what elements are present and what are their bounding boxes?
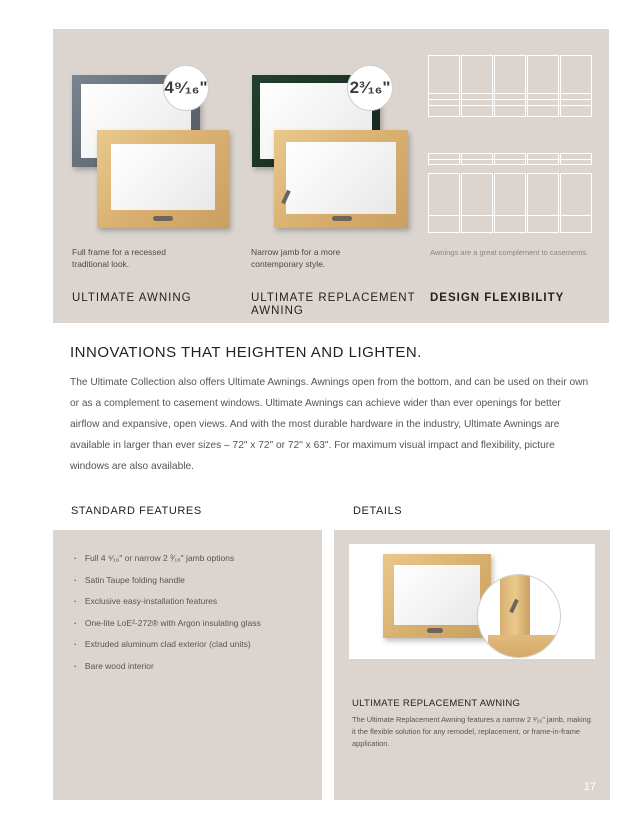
caption-line: Awnings are a great complement to casements.	[430, 248, 589, 257]
replacement-awning-label	[251, 292, 416, 318]
zoom-circle	[477, 574, 561, 658]
design-flexibility-label	[430, 292, 564, 305]
details-heading: DETAILS	[353, 505, 403, 517]
section-heading: INNOVATIONS THAT HEIGHTEN AND LIGHTEN.	[70, 344, 422, 361]
label-line: ULTIMATE REPLACEMENT	[251, 292, 416, 304]
caption-line: contemporary style.	[251, 259, 326, 269]
design-flexibility-diagram	[428, 55, 592, 235]
list-item: · Full 4 ⁹⁄₁₆" or narrow 2 ³⁄₁₆" jamb options	[74, 548, 261, 570]
ultimate-awning-label	[72, 292, 192, 305]
list-item: · Satin Taupe folding handle	[74, 570, 261, 592]
caption-line: traditional look.	[72, 259, 130, 269]
replacement-awning-detail-image	[349, 544, 595, 659]
list-item: · Exclusive easy-installation features	[74, 591, 261, 613]
label-line: DESIGN FLEXIBILITY	[430, 292, 565, 304]
feature-list	[74, 548, 261, 677]
label-line: ULTIMATE AWNING	[72, 292, 192, 304]
jamb-size-badge: 4⁹⁄₁₆"	[163, 65, 209, 111]
list-item: · Bare wood interior	[74, 656, 261, 678]
page-number: 17	[583, 781, 596, 793]
replacement-awning-caption	[251, 246, 340, 270]
section-body: The Ultimate Collection also offers Ultimate Awnings. Awnings open from the bottom, and can be used on their own or as a complement to casement windows. Ultimate Awnings can achieve wider than ever openings for better airflow and expansive, open views. And with the most durable hardware in the industry, Ultimate Awnings are available in larger than ever sizes – 72" x 72" or 72" x 63". For maximum visual impact and flexibility, picture windows are also available.	[70, 377, 589, 472]
jamb-size-badge: 2³⁄₁₆"	[347, 65, 393, 111]
details-title: ULTIMATE REPLACEMENT AWNING	[352, 698, 521, 709]
design-flexibility-caption	[430, 247, 588, 259]
label-line: AWNING	[251, 305, 304, 317]
standard-features-heading: STANDARD FEATURES	[71, 505, 202, 517]
ultimate-awning-caption	[72, 246, 166, 270]
details-text: The Ultimate Replacement Awning features a narrow 2 ³⁄₁₆" jamb, making it the flexible solution for any remodel, replacement, or frame-in-frame application.	[352, 715, 591, 748]
caption-line: Narrow jamb for a more	[251, 247, 341, 257]
caption-line: Full frame for a recessed	[72, 247, 167, 257]
list-item: · Extruded aluminum clad exterior (clad units)	[74, 634, 261, 656]
list-item: · One-lite LoE²-272® with Argon insulating glass	[74, 613, 261, 635]
